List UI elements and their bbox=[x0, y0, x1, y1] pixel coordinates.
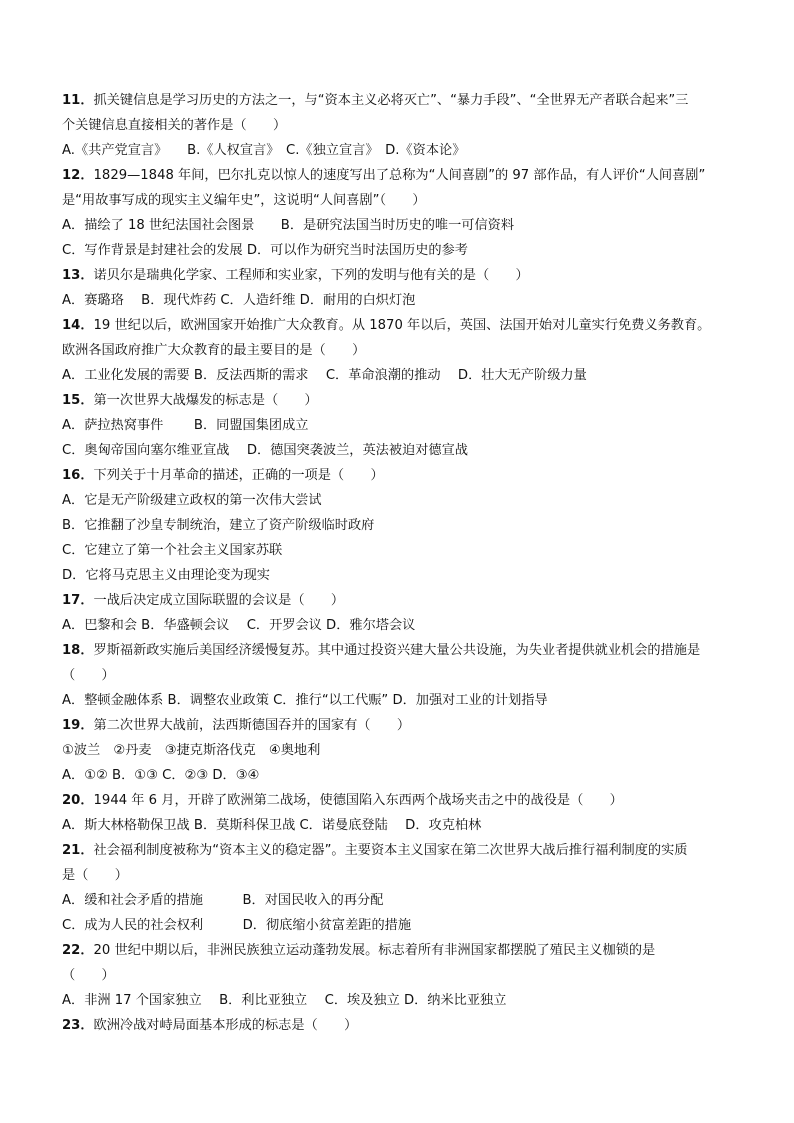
question-stem-continued bbox=[62, 338, 734, 363]
question-stem bbox=[62, 588, 734, 613]
answer-options: A．斯大林格勒保卫战 B．莫斯科保卫战 C．诺曼底登陆 D．攻克柏林 bbox=[62, 818, 482, 833]
answer-options: A．描绘了 18 世纪法国社会图景 B．是研究法国当时历史的唯一可信资料 bbox=[62, 218, 515, 233]
question-text: 抓关键信息是学习历史的方法之一，与“资本主义必将灭亡”、“暴力手段”、“全世界无产者联合起来”三 bbox=[93, 93, 689, 108]
question-stem bbox=[62, 713, 734, 738]
question-stem-continued bbox=[62, 113, 734, 138]
question-number: 17． bbox=[62, 593, 94, 608]
question-text: 第二次世界大战前，法西斯德国吞并的国家有（ ） bbox=[93, 718, 411, 733]
answer-options: C．成为人民的社会权利 D．彻底缩小贫富差距的措施 bbox=[62, 918, 412, 933]
question-stem bbox=[62, 938, 734, 963]
question-stem bbox=[62, 88, 734, 113]
answer-options: A．非洲 17 个国家独立 B．利比亚独立 C．埃及独立 D．纳米比亚独立 bbox=[62, 993, 507, 1008]
question-number: 16． bbox=[62, 468, 94, 483]
question-text: 欧洲冷战对峙局面基本形成的标志是（ ） bbox=[93, 1018, 358, 1033]
question-text: 是（ ） bbox=[62, 868, 128, 883]
answer-options: A．赛璐珞 B．现代炸药 C．人造纤维 D．耐用的白炽灯泡 bbox=[62, 293, 416, 308]
answer-options: C．写作背景是封建社会的发展 D．可以作为研究当时法国历史的参考 bbox=[62, 243, 468, 258]
question-text: 社会福利制度被称为“资本主义的稳定器”。主要资本主义国家在第二次世界大战后推行福利制度的实质 bbox=[93, 843, 688, 858]
question-text: 一战后决定成立国际联盟的会议是（ ） bbox=[93, 593, 345, 608]
question-stem-continued bbox=[62, 188, 734, 213]
answer-options: A．工业化发展的需要 B．反法西斯的需求 C．革命浪潮的推动 D．壮大无产阶级力量 bbox=[62, 368, 587, 383]
question-number: 15． bbox=[62, 393, 94, 408]
question-text: 诺贝尔是瑞典化学家、工程师和实业家，下列的发明与他有关的是（ ） bbox=[93, 268, 529, 283]
answer-options: ①波兰 ②丹麦 ③捷克斯洛伐克 ④奥地利 bbox=[62, 743, 321, 758]
question-text: 下列关于十月革命的描述，正确的一项是（ ） bbox=[93, 468, 384, 483]
question-text: （ ） bbox=[62, 668, 115, 683]
answer-options: A．巴黎和会 B．华盛顿会议 C．开罗会议 D．雅尔塔会议 bbox=[62, 618, 416, 633]
question-stem bbox=[62, 1013, 734, 1038]
question-stem-continued bbox=[62, 663, 734, 688]
question-number: 20． bbox=[62, 793, 94, 808]
question-number: 18． bbox=[62, 643, 94, 658]
answer-options: B．它推翻了沙皇专制统治，建立了资产阶级临时政府 bbox=[62, 518, 375, 533]
question-number: 21． bbox=[62, 843, 94, 858]
question-text: 1829—1848 年间，巴尔扎克以惊人的速度写出了总称为“人间喜剧”的 97 部作品，有人评价“人间喜剧” bbox=[93, 168, 706, 183]
answer-options: A．它是无产阶级建立政权的第一次伟大尝试 bbox=[62, 493, 322, 508]
question-text: 第一次世界大战爆发的标志是（ ） bbox=[93, 393, 318, 408]
question-stem bbox=[62, 463, 734, 488]
answer-options: A．萨拉热窝事件 B．同盟国集团成立 bbox=[62, 418, 309, 433]
question-text: 欧洲各国政府推广大众教育的最主要目的是（ ） bbox=[62, 343, 366, 358]
question-stem bbox=[62, 388, 734, 413]
answer-options: A．①② B．①③ C．②③ D．③④ bbox=[62, 768, 260, 783]
question-stem-continued bbox=[62, 863, 734, 888]
question-stem bbox=[62, 263, 734, 288]
question-stem bbox=[62, 788, 734, 813]
question-text: 19 世纪以后，欧洲国家开始推广大众教育。从 1870 年以后，英国、法国开始对儿童实行免费义务教育。 bbox=[93, 318, 711, 333]
question-text: 个关键信息直接相关的著作是（ ） bbox=[62, 118, 287, 133]
exam-page bbox=[62, 88, 734, 1038]
question-stem bbox=[62, 313, 734, 338]
answer-options: A．缓和社会矛盾的措施 B．对国民收入的再分配 bbox=[62, 893, 384, 908]
question-number: 22． bbox=[62, 943, 94, 958]
answer-options: A．整顿金融体系 B．调整农业政策 C．推行“以工代赈” D．加强对工业的计划指导 bbox=[62, 693, 548, 708]
question-text: 是“用故事写成的现实主义编年史”，这说明“人间喜剧”（ ） bbox=[62, 193, 426, 208]
question-number: 23． bbox=[62, 1018, 94, 1033]
question-number: 19． bbox=[62, 718, 94, 733]
question-number: 14． bbox=[62, 318, 94, 333]
question-text: 罗斯福新政实施后美国经济缓慢复苏。其中通过投资兴建大量公共设施，为失业者提供就业机会的措施是 bbox=[93, 643, 701, 658]
question-stem bbox=[62, 638, 734, 663]
question-stem bbox=[62, 163, 734, 188]
answer-options: D．它将马克思主义由理论变为现实 bbox=[62, 568, 270, 583]
question-text: 1944 年 6 月，开辟了欧洲第二战场，使德国陷入东西两个战场夹击之中的战役是（ ） bbox=[93, 793, 623, 808]
question-number: 11． bbox=[62, 93, 94, 108]
answer-options: C．奥匈帝国向塞尔维亚宣战 D．德国突袭波兰，英法被迫对德宣战 bbox=[62, 443, 468, 458]
question-text: （ ） bbox=[62, 968, 115, 983]
answer-options: C．它建立了第一个社会主义国家苏联 bbox=[62, 543, 283, 558]
question-stem bbox=[62, 838, 734, 863]
question-number: 13． bbox=[62, 268, 94, 283]
question-stem-continued bbox=[62, 963, 734, 988]
question-text: 20 世纪中期以后，非洲民族独立运动蓬勃发展。标志着所有非洲国家都摆脱了殖民主义枷锁的是 bbox=[93, 943, 656, 958]
question-number: 12． bbox=[62, 168, 94, 183]
answer-options: A.《共产党宣言》 B.《人权宣言》 C.《独立宣言》 D.《资本论》 bbox=[62, 143, 466, 158]
